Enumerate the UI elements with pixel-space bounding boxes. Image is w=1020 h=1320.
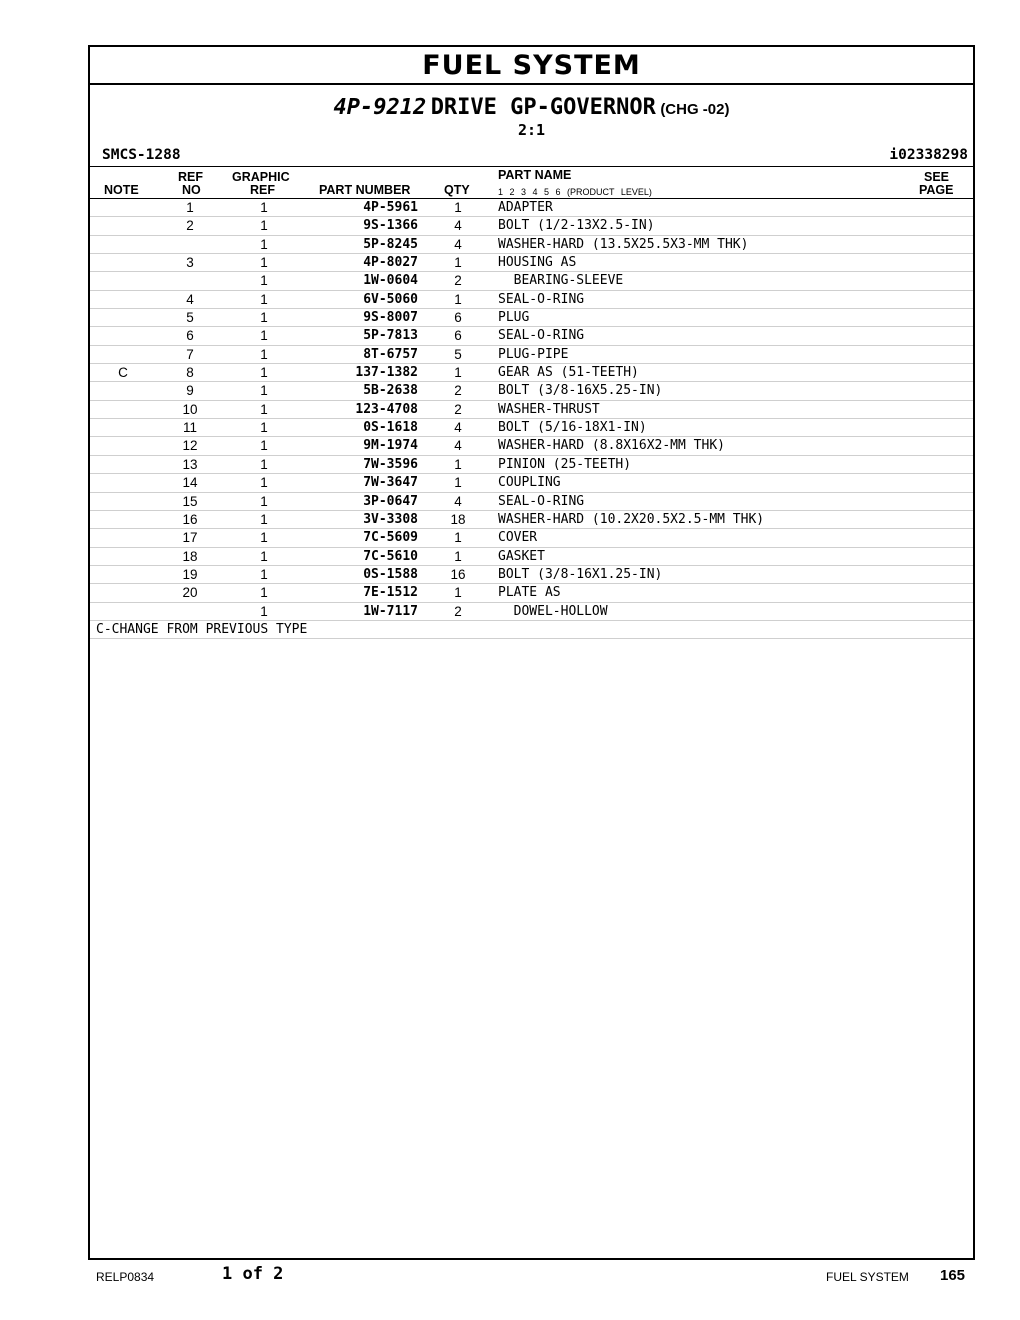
group-title <box>90 95 973 120</box>
qty-cell: 4 <box>454 218 462 234</box>
header-graphic-bottom: REF <box>250 183 275 197</box>
part-number-cell: 123-4708 <box>355 401 418 417</box>
part-name-cell: GEAR AS (51-TEETH) <box>498 365 639 381</box>
illustration-id: i02338298 <box>889 147 968 163</box>
part-name-cell: PINION (25-TEETH) <box>498 456 632 472</box>
qty-cell: 2 <box>454 603 462 619</box>
ref-no-cell: 6 <box>186 328 194 344</box>
part-name-cell: BEARING-SLEEVE <box>498 273 624 289</box>
table-row <box>90 236 973 254</box>
table-row <box>90 566 973 584</box>
qty-cell: 1 <box>454 255 462 271</box>
footer-page-of: 1 of 2 <box>222 1264 284 1284</box>
qty-cell: 4 <box>454 438 462 454</box>
part-name-cell: BOLT (3/8-16X5.25-IN) <box>498 383 663 399</box>
ref-no-cell: 2 <box>186 218 194 234</box>
part-name-cell: DOWEL-HOLLOW <box>498 603 608 619</box>
footer-page-number: 165 <box>940 1267 966 1284</box>
part-number-cell: 1W-0604 <box>363 273 418 289</box>
part-name-cell: WASHER-HARD (10.2X20.5X2.5-MM THK) <box>498 511 765 527</box>
graphic-ref-cell: 1 <box>260 438 268 454</box>
part-number-cell: 3V-3308 <box>363 511 418 527</box>
part-number-cell: 9S-1366 <box>363 218 418 234</box>
qty-cell: 4 <box>454 420 462 436</box>
part-name-cell: HOUSING AS <box>498 255 577 271</box>
header-see-top: SEE <box>924 170 950 184</box>
ref-no-cell: 12 <box>182 438 198 454</box>
table-row <box>90 199 973 217</box>
graphic-ref-cell: 1 <box>260 603 268 619</box>
part-number-cell: 8T-6757 <box>363 346 418 362</box>
graphic-ref-cell: 1 <box>260 475 268 491</box>
part-number-cell: 137-1382 <box>355 365 418 381</box>
graphic-ref-cell: 1 <box>260 346 268 362</box>
table-row <box>90 511 973 529</box>
qty-cell: 1 <box>454 548 462 564</box>
table-row <box>90 346 973 364</box>
part-number-cell: 6V-5060 <box>363 291 418 307</box>
part-number-cell: 9M-1974 <box>363 438 418 454</box>
part-number-cell: 9S-8007 <box>363 310 418 326</box>
note-cell: C <box>118 365 128 381</box>
part-number-cell: 4P-8027 <box>363 255 418 271</box>
smcs-code: SMCS-1288 <box>102 147 181 163</box>
ref-no-cell: 3 <box>186 255 194 271</box>
ref-no-cell: 11 <box>182 420 197 436</box>
qty-cell: 1 <box>454 456 462 472</box>
table-row <box>90 364 973 382</box>
part-name-cell: SEAL-O-RING <box>498 328 585 344</box>
table-row <box>90 456 973 474</box>
header-graphic-top: GRAPHIC <box>232 170 290 184</box>
part-number-cell: 4P-5961 <box>363 200 418 215</box>
table-row <box>90 217 973 235</box>
header-part-name: PART NAME <box>498 168 572 182</box>
table-row <box>90 382 973 400</box>
part-number-cell: 0S-1588 <box>363 566 418 582</box>
table-row <box>90 493 973 511</box>
ref-no-cell: 18 <box>182 548 198 564</box>
graphic-ref-cell: 1 <box>260 383 268 399</box>
table-row <box>90 291 973 309</box>
qty-cell: 4 <box>454 493 462 509</box>
graphic-ref-cell: 1 <box>260 365 268 381</box>
table-row <box>90 419 973 437</box>
qty-cell: 1 <box>454 365 462 381</box>
part-name-cell: SEAL-O-RING <box>498 291 585 307</box>
ref-no-cell: 13 <box>182 456 198 472</box>
qty-cell: 5 <box>454 346 462 362</box>
part-number-cell: 5P-8245 <box>363 236 418 252</box>
qty-cell: 6 <box>454 328 462 344</box>
qty-cell: 2 <box>454 383 462 399</box>
qty-cell: 1 <box>454 291 462 307</box>
ref-no-cell: 7 <box>186 346 194 362</box>
graphic-ref-cell: 1 <box>260 310 268 326</box>
graphic-ref-cell: 1 <box>260 255 268 271</box>
table-row <box>90 529 973 547</box>
graphic-ref-cell: 1 <box>260 420 268 436</box>
graphic-ref-cell: 1 <box>260 291 268 307</box>
part-name-cell: COVER <box>498 530 538 546</box>
group-name: DRIVE GP-GOVERNOR <box>430 95 656 120</box>
group-change: (CHG -02) <box>660 101 730 118</box>
part-name-cell: WASHER-HARD (8.8X16X2-MM THK) <box>498 438 725 454</box>
table-row <box>90 401 973 419</box>
table-row <box>90 309 973 327</box>
footer-section: FUEL SYSTEM <box>826 1270 909 1284</box>
qty-cell: 1 <box>454 530 462 546</box>
part-name-cell: PLATE AS <box>498 585 561 601</box>
ref-no-cell: 20 <box>182 585 198 601</box>
header-product-level: 1 2 3 4 5 6 (PRODUCT LEVEL) <box>498 187 652 197</box>
header-qty: QTY <box>444 183 470 197</box>
ref-no-cell: 17 <box>182 530 198 546</box>
header-ref-bottom: NO <box>182 183 201 197</box>
table-row <box>90 254 973 272</box>
part-number-cell: 0S-1618 <box>363 420 418 436</box>
table-row <box>90 584 973 602</box>
ref-no-cell: 16 <box>182 511 198 527</box>
header-note: NOTE <box>104 183 139 197</box>
ref-no-cell: 1 <box>186 200 194 215</box>
smcs-row <box>90 145 973 167</box>
ref-no-cell: 9 <box>186 383 194 399</box>
header-see-bottom: PAGE <box>919 183 954 197</box>
page-frame <box>88 45 975 1260</box>
part-number-cell: 7C-5609 <box>363 530 418 546</box>
header-part-number: PART NUMBER <box>319 183 411 197</box>
part-name-cell: BOLT (5/16-18X1-IN) <box>498 420 647 436</box>
qty-cell: 2 <box>454 401 462 417</box>
qty-cell: 4 <box>454 236 462 252</box>
page-footer <box>0 1264 1020 1288</box>
part-name-cell: GASKET <box>498 548 545 564</box>
graphic-ref-cell: 1 <box>260 236 268 252</box>
graphic-ref-cell: 1 <box>260 273 268 289</box>
part-name-cell: WASHER-THRUST <box>498 401 600 417</box>
table-row <box>90 474 973 492</box>
graphic-ref-cell: 1 <box>260 548 268 564</box>
qty-cell: 1 <box>454 585 462 601</box>
qty-cell: 1 <box>454 475 462 491</box>
header-ref-top: REF <box>178 170 203 184</box>
part-number-cell: 1W-7117 <box>363 603 418 619</box>
table-header <box>90 167 973 199</box>
qty-cell: 6 <box>454 310 462 326</box>
part-name-cell: BOLT (1/2-13X2.5-IN) <box>498 218 655 234</box>
part-name-cell: BOLT (3/8-16X1.25-IN) <box>498 566 663 582</box>
parts-table-body <box>90 199 973 621</box>
ref-no-cell: 5 <box>186 310 194 326</box>
ref-no-cell: 10 <box>182 401 198 417</box>
table-row <box>90 272 973 290</box>
ref-no-cell: 14 <box>182 475 198 491</box>
part-number-cell: 5P-7813 <box>363 328 418 344</box>
qty-cell: 18 <box>450 511 466 527</box>
part-number-cell: 7E-1512 <box>363 585 418 601</box>
graphic-ref-cell: 1 <box>260 585 268 601</box>
graphic-ref-cell: 1 <box>260 200 268 215</box>
qty-cell: 16 <box>450 566 466 582</box>
graphic-ref-cell: 1 <box>260 328 268 344</box>
ref-no-cell: 19 <box>182 566 198 582</box>
ref-no-cell: 8 <box>186 365 194 381</box>
table-row <box>90 327 973 345</box>
part-number-cell: 5B-2638 <box>363 383 418 399</box>
table-row <box>90 437 973 455</box>
part-name-cell: ADAPTER <box>498 200 553 215</box>
part-name-cell: COUPLING <box>498 475 561 491</box>
part-name-cell: WASHER-HARD (13.5X25.5X3-MM THK) <box>498 236 749 252</box>
part-number-cell: 7W-3647 <box>363 475 418 491</box>
graphic-ref-cell: 1 <box>260 493 268 509</box>
part-number-cell: 7W-3596 <box>363 456 418 472</box>
ref-no-cell: 15 <box>182 493 198 509</box>
footer-doc-id: RELP0834 <box>96 1270 155 1284</box>
table-row <box>90 603 973 621</box>
graphic-ref-cell: 1 <box>260 511 268 527</box>
group-part-number: 4P-9212 <box>333 95 427 120</box>
part-name-cell: PLUG-PIPE <box>498 346 569 362</box>
qty-cell: 1 <box>454 200 462 215</box>
graphic-ref-cell: 1 <box>260 530 268 546</box>
qty-cell: 2 <box>454 273 462 289</box>
table-row <box>90 548 973 566</box>
footnote: C-CHANGE FROM PREVIOUS TYPE <box>90 621 973 639</box>
ref-no-cell: 4 <box>186 291 194 307</box>
part-name-cell: PLUG <box>498 310 530 326</box>
part-number-cell: 7C-5610 <box>363 548 418 564</box>
group-ratio: 2:1 <box>517 121 546 139</box>
graphic-ref-cell: 1 <box>260 218 268 234</box>
part-name-cell: SEAL-O-RING <box>498 493 585 509</box>
graphic-ref-cell: 1 <box>260 566 268 582</box>
section-title: FUEL SYSTEM <box>90 47 973 85</box>
part-number-cell: 3P-0647 <box>363 493 418 509</box>
graphic-ref-cell: 1 <box>260 401 268 417</box>
graphic-ref-cell: 1 <box>260 456 268 472</box>
